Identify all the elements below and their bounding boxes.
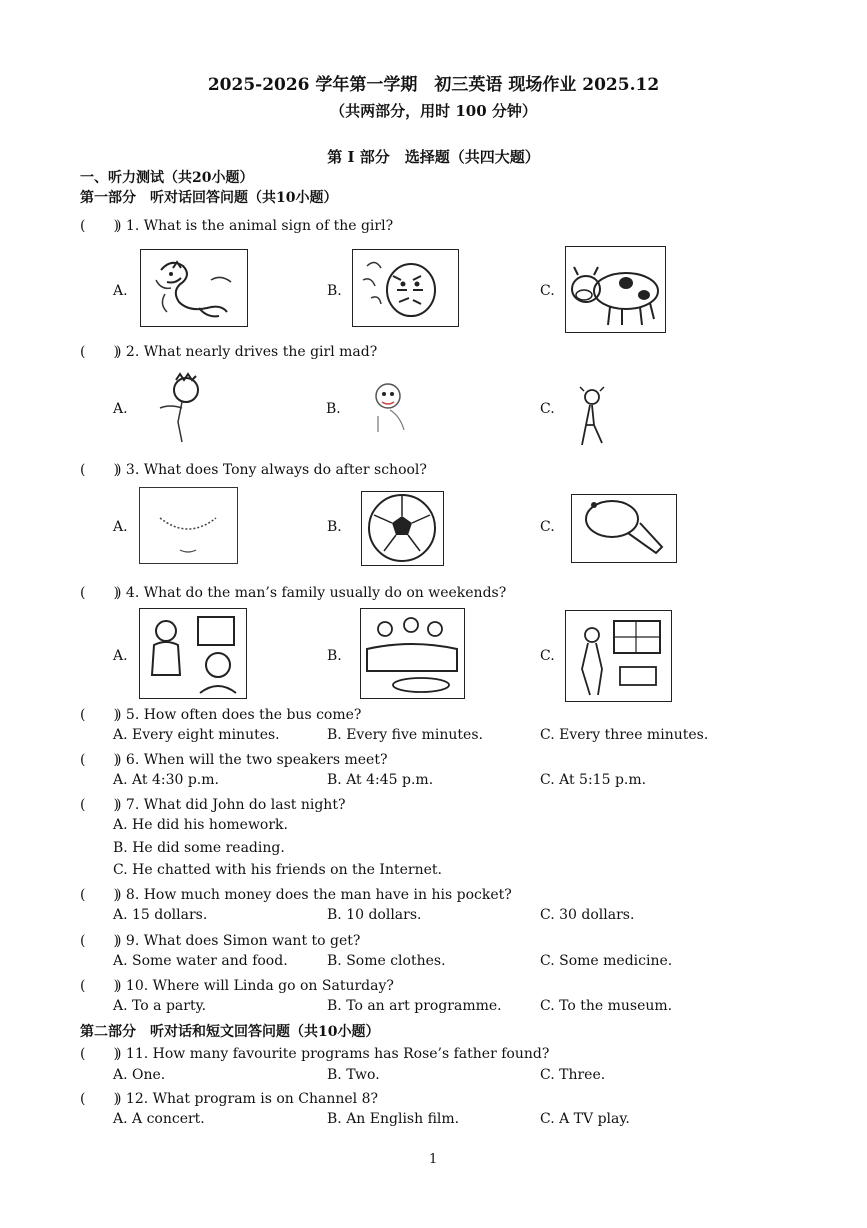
cow-picture[interactable] bbox=[565, 246, 666, 333]
option-a[interactable]: A. One. bbox=[113, 1067, 166, 1083]
part1-title: 第 I 部分 选择题（共四大题） bbox=[327, 148, 540, 166]
question-10 bbox=[80, 975, 394, 995]
option-a[interactable]: A. Every eight minutes. bbox=[113, 727, 280, 743]
option-a[interactable]: A. He did his homework. bbox=[113, 817, 288, 833]
answer-paren[interactable]: ( ) bbox=[80, 933, 119, 949]
option-b[interactable]: B. He did some reading. bbox=[113, 840, 285, 856]
option-a-label: A. bbox=[113, 283, 128, 299]
question-text: ) 8. How much money does the man have in his pocket? bbox=[116, 887, 512, 903]
family-room-picture[interactable] bbox=[565, 610, 672, 702]
exam-title: 2025-2026 学年第一学期 初三英语 现场作业 2025.12 bbox=[207, 75, 660, 95]
option-b-label: B. bbox=[327, 519, 342, 535]
option-a[interactable]: A. A concert. bbox=[113, 1111, 205, 1127]
question-text: ) 4. What do the man’s family usually do on weekends? bbox=[116, 585, 507, 601]
answer-paren[interactable]: ( ) bbox=[80, 1091, 119, 1107]
option-a[interactable]: A. At 4:30 p.m. bbox=[113, 772, 219, 788]
question-2 bbox=[80, 341, 377, 361]
answer-paren[interactable]: ( ) bbox=[80, 707, 119, 723]
option-c[interactable]: C. A TV play. bbox=[540, 1111, 630, 1127]
answer-paren[interactable]: ( ) bbox=[80, 978, 119, 994]
question-text: ) 12. What program is on Channel 8? bbox=[116, 1091, 379, 1107]
question-6 bbox=[80, 749, 387, 769]
option-b[interactable]: B. Some clothes. bbox=[327, 953, 446, 969]
option-c-label: C. bbox=[540, 283, 555, 299]
option-b-label: B. bbox=[326, 401, 341, 417]
dog-picture[interactable] bbox=[370, 376, 416, 436]
option-b[interactable]: B. Two. bbox=[327, 1067, 380, 1083]
answer-paren[interactable]: ( ) bbox=[80, 1046, 119, 1062]
section1-heading: 一、听力测试（共20小题） bbox=[80, 170, 254, 186]
question-text: ) 9. What does Simon want to get? bbox=[116, 933, 361, 949]
question-8 bbox=[80, 884, 512, 904]
option-a[interactable]: A. Some water and food. bbox=[113, 953, 288, 969]
question-12 bbox=[80, 1088, 378, 1108]
option-c-label: C. bbox=[540, 401, 555, 417]
option-b[interactable]: B. Every five minutes. bbox=[327, 727, 483, 743]
tiger-picture[interactable] bbox=[352, 249, 459, 327]
question-7 bbox=[80, 794, 345, 814]
question-1 bbox=[80, 215, 393, 235]
answer-paren[interactable]: ( ) bbox=[80, 585, 119, 601]
option-c[interactable]: C. To the museum. bbox=[540, 998, 673, 1014]
family-tv-picture[interactable] bbox=[139, 608, 247, 699]
question-text: ) 11. How many favourite programs has Rose’s father found? bbox=[116, 1046, 550, 1062]
option-a-label: A. bbox=[113, 648, 128, 664]
option-c[interactable]: C. Three. bbox=[540, 1067, 606, 1083]
ping-pong-picture[interactable] bbox=[571, 494, 677, 563]
boy-picture[interactable] bbox=[152, 372, 212, 448]
option-c[interactable]: C. Every three minutes. bbox=[540, 727, 709, 743]
question-4 bbox=[80, 582, 506, 602]
question-5 bbox=[80, 704, 361, 724]
question-11 bbox=[80, 1043, 549, 1063]
question-text: ) 10. Where will Linda go on Saturday? bbox=[116, 978, 394, 994]
option-b[interactable]: B. 10 dollars. bbox=[327, 907, 422, 923]
question-text: ) 7. What did John do last night? bbox=[116, 797, 346, 813]
option-a-label: A. bbox=[113, 519, 128, 535]
option-a-label: A. bbox=[113, 401, 128, 417]
question-text: ) 3. What does Tony always do after school? bbox=[116, 462, 427, 478]
subsection2-heading: 第二部分 听对话和短文回答问题（共10小题） bbox=[80, 1024, 380, 1040]
option-c[interactable]: C. At 5:15 p.m. bbox=[540, 772, 647, 788]
answer-paren[interactable]: ( ) bbox=[80, 218, 119, 234]
dragon-picture[interactable] bbox=[140, 249, 248, 327]
option-b-label: B. bbox=[327, 648, 342, 664]
exam-subtitle: （共两部分，用时 100 分钟） bbox=[330, 102, 537, 120]
answer-paren[interactable]: ( ) bbox=[80, 887, 119, 903]
question-9 bbox=[80, 930, 360, 950]
subsection1-heading: 第一部分 听对话回答问题（共10小题） bbox=[80, 190, 338, 206]
question-text: ) 5. How often does the bus come? bbox=[116, 707, 362, 723]
option-b[interactable]: B. At 4:45 p.m. bbox=[327, 772, 434, 788]
question-text: ) 6. When will the two speakers meet? bbox=[116, 752, 388, 768]
football-picture[interactable] bbox=[361, 491, 444, 566]
option-a[interactable]: A. To a party. bbox=[113, 998, 207, 1014]
page-number: 1 bbox=[429, 1152, 438, 1167]
option-c[interactable]: C. He chatted with his friends on the Internet. bbox=[113, 862, 442, 878]
family-sofa-picture[interactable] bbox=[360, 608, 465, 699]
girl-picture[interactable] bbox=[572, 385, 616, 449]
question-text: ) 2. What nearly drives the girl mad? bbox=[116, 344, 378, 360]
question-3 bbox=[80, 459, 427, 479]
option-c-label: C. bbox=[540, 648, 555, 664]
option-b[interactable]: B. An English film. bbox=[327, 1111, 460, 1127]
option-a[interactable]: A. 15 dollars. bbox=[113, 907, 208, 923]
answer-paren[interactable]: ( ) bbox=[80, 797, 119, 813]
option-b[interactable]: B. To an art programme. bbox=[327, 998, 502, 1014]
option-c[interactable]: C. Some medicine. bbox=[540, 953, 673, 969]
option-b-label: B. bbox=[327, 283, 342, 299]
option-c-label: C. bbox=[540, 519, 555, 535]
badminton-picture[interactable] bbox=[139, 487, 238, 564]
answer-paren[interactable]: ( ) bbox=[80, 344, 119, 360]
option-c[interactable]: C. 30 dollars. bbox=[540, 907, 635, 923]
question-text: ) 1. What is the animal sign of the girl? bbox=[116, 218, 394, 234]
answer-paren[interactable]: ( ) bbox=[80, 462, 119, 478]
answer-paren[interactable]: ( ) bbox=[80, 752, 119, 768]
